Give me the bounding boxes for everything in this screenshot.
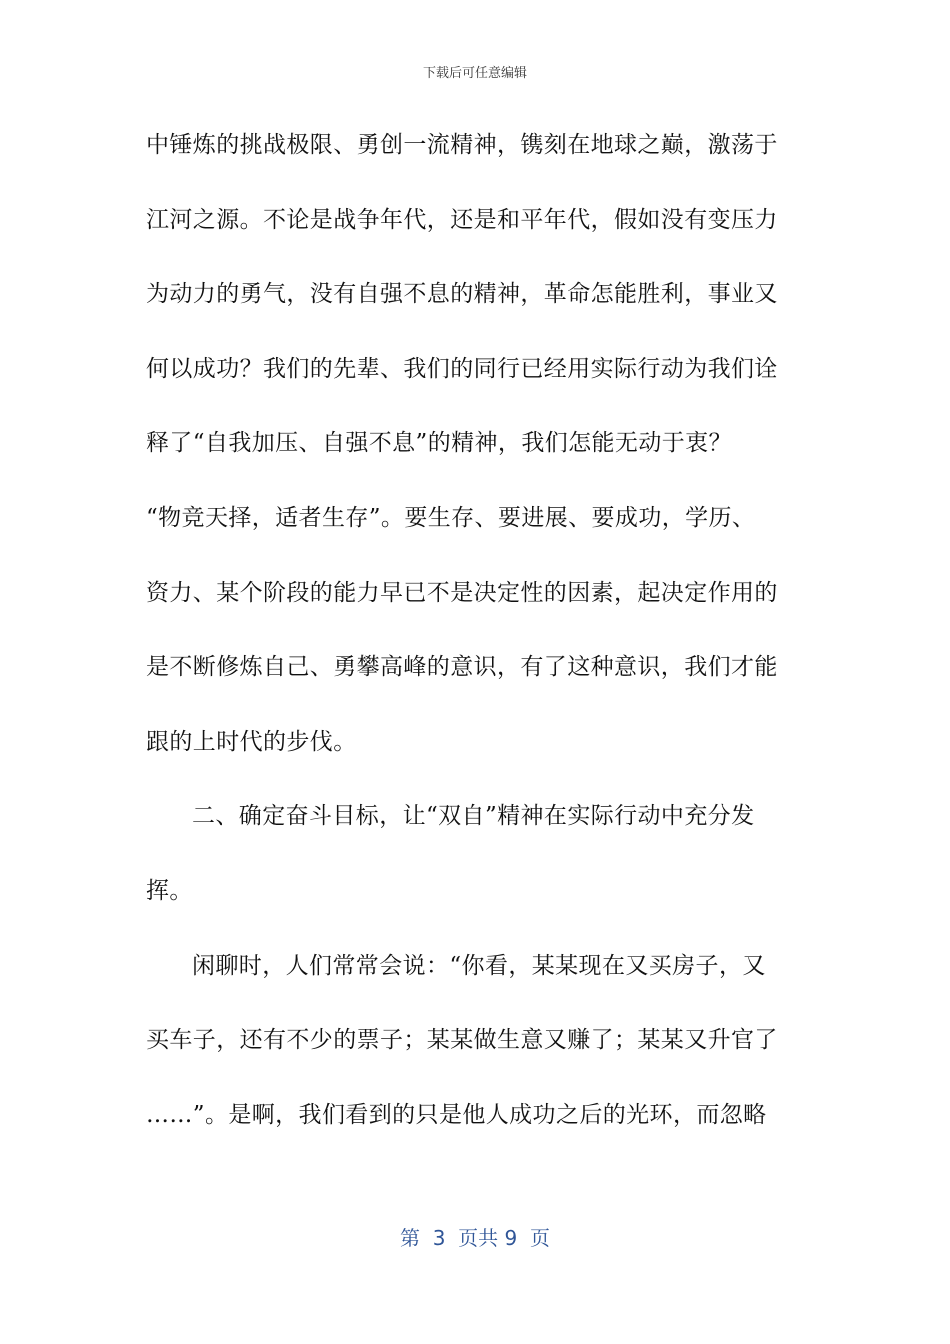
text-line: 释了“自我加压、自强不息”的精神，我们怎能无动于衷？ <box>146 430 732 457</box>
text-line: “物竞天择，适者生存”。要生存、要进展、要成功，学历、 <box>146 504 756 531</box>
text-line: 中锤炼的挑战极限、勇创一流精神，镌刻在地球之巅，激荡于 <box>146 132 778 158</box>
text-line: 为动力的勇气，没有自强不息的精神，革命怎能胜利，事业又 <box>146 281 778 308</box>
text-line: 江河之源。不论是战争年代，还是和平年代，假如没有变压力 <box>146 206 778 233</box>
page-header: 下载后可任意编辑 <box>422 66 527 81</box>
document-body <box>146 118 796 1162</box>
page-number-footer: 第 3 页共 9 页 <box>400 1226 550 1250</box>
text-line: 二、确定奋斗目标，让“双自”精神在实际行动中充分发 <box>192 803 755 830</box>
text-line: 闲聊时，人们常常会说：“你看，某某现在又买房子，又 <box>192 952 766 979</box>
text-line: 挥。 <box>146 877 193 904</box>
text-line: 是不断修炼自己、勇攀高峰的意识，有了这种意识，我们才能 <box>146 654 778 681</box>
text-line: ……”。是啊，我们看到的只是他人成功之后的光环，而忽略 <box>146 1101 767 1128</box>
text-line: 跟的上时代的步伐。 <box>146 728 357 755</box>
text-line: 买车子，还有不少的票子；某某做生意又赚了；某某又升官了 <box>146 1027 778 1054</box>
text-line: 何以成功？我们的先辈、我们的同行已经用实际行动为我们诠 <box>146 355 778 382</box>
text-line: 资力、某个阶段的能力早已不是决定性的因素，起决定作用的 <box>146 579 778 606</box>
